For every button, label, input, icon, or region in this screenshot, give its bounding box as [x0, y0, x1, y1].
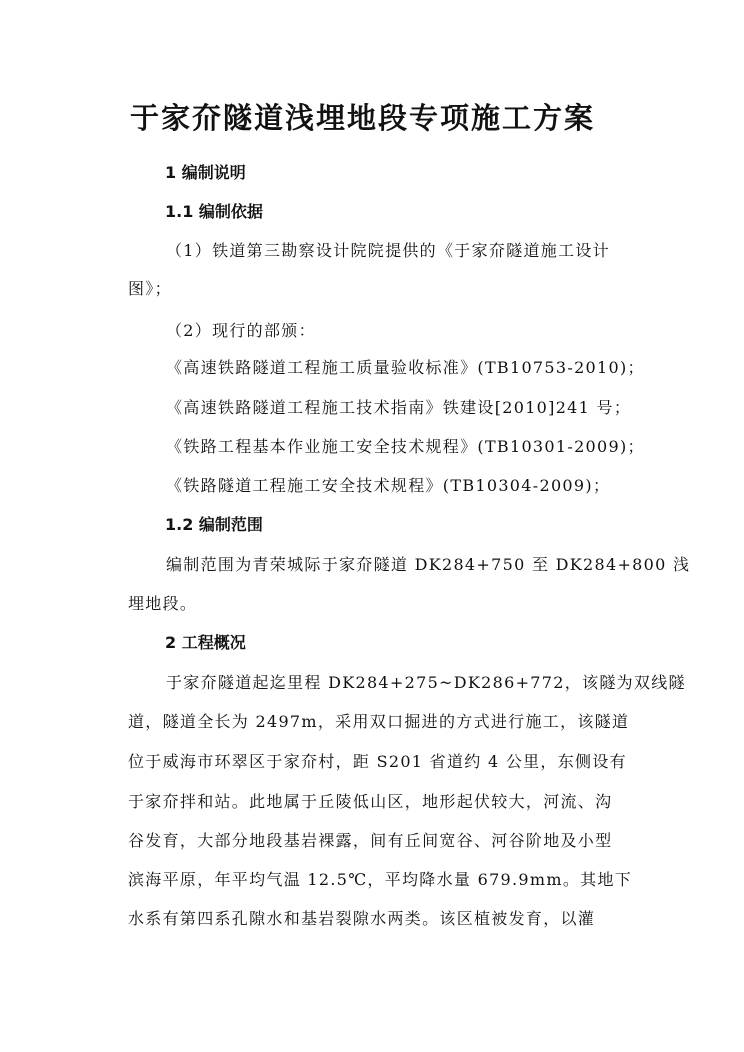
section-heading-1: 1 编制说明	[165, 163, 246, 182]
basis-item-1-line-2: 图》；	[128, 279, 172, 298]
section-heading-1-2: 1.2 编制范围	[165, 515, 263, 534]
overview-line-7: 水系有第四系孔隙水和基岩裂隙水两类。该区植被发育，以灌	[128, 909, 596, 928]
basis-item-1-line-1: （1）铁道第三勘察设计院院提供的《于家夼隧道施工设计	[166, 241, 610, 260]
section-heading-2: 2 工程概况	[165, 633, 246, 652]
standard-4: 《铁路隧道工程施工安全技术规程》(TB10304-2009)；	[166, 476, 611, 495]
basis-item-2: （2）现行的部颁：	[166, 321, 316, 340]
standard-3: 《铁路工程基本作业施工安全技术规程》(TB10301-2009)；	[166, 437, 645, 456]
standard-1: 《高速铁路隧道工程施工质量验收标准》(TB10753-2010)；	[166, 358, 645, 377]
overview-line-3: 位于威海市环翠区于家夼村，距 S201 省道约 4 公里，东侧设有	[128, 752, 627, 771]
overview-line-2: 道，隧道全长为 2497m，采用双口掘进的方式进行施工，该隧道	[128, 712, 630, 731]
scope-line-2: 埋地段。	[128, 594, 198, 613]
section-heading-1-1: 1.1 编制依据	[165, 202, 263, 221]
document-title: 于家夼隧道浅埋地段专项施工方案	[130, 101, 596, 135]
standard-2: 《高速铁路隧道工程施工技术指南》铁建设[2010]241 号；	[166, 398, 632, 417]
overview-line-1: 于家夼隧道起迄里程 DK284+275~DK286+772，该隧为双线隧	[166, 673, 686, 692]
overview-line-4: 于家夼拌和站。此地属于丘陵低山区，地形起伏较大，河流、沟	[128, 792, 613, 811]
overview-line-5: 谷发育，大部分地段基岩裸露，间有丘间宽谷、河谷阶地及小型	[128, 831, 613, 850]
scope-line-1: 编制范围为青荣城际于家夼隧道 DK284+750 至 DK284+800 浅	[166, 555, 691, 574]
overview-line-6: 滨海平原，年平均气温 12.5℃，平均降水量 679.9mm。其地下	[128, 870, 633, 889]
